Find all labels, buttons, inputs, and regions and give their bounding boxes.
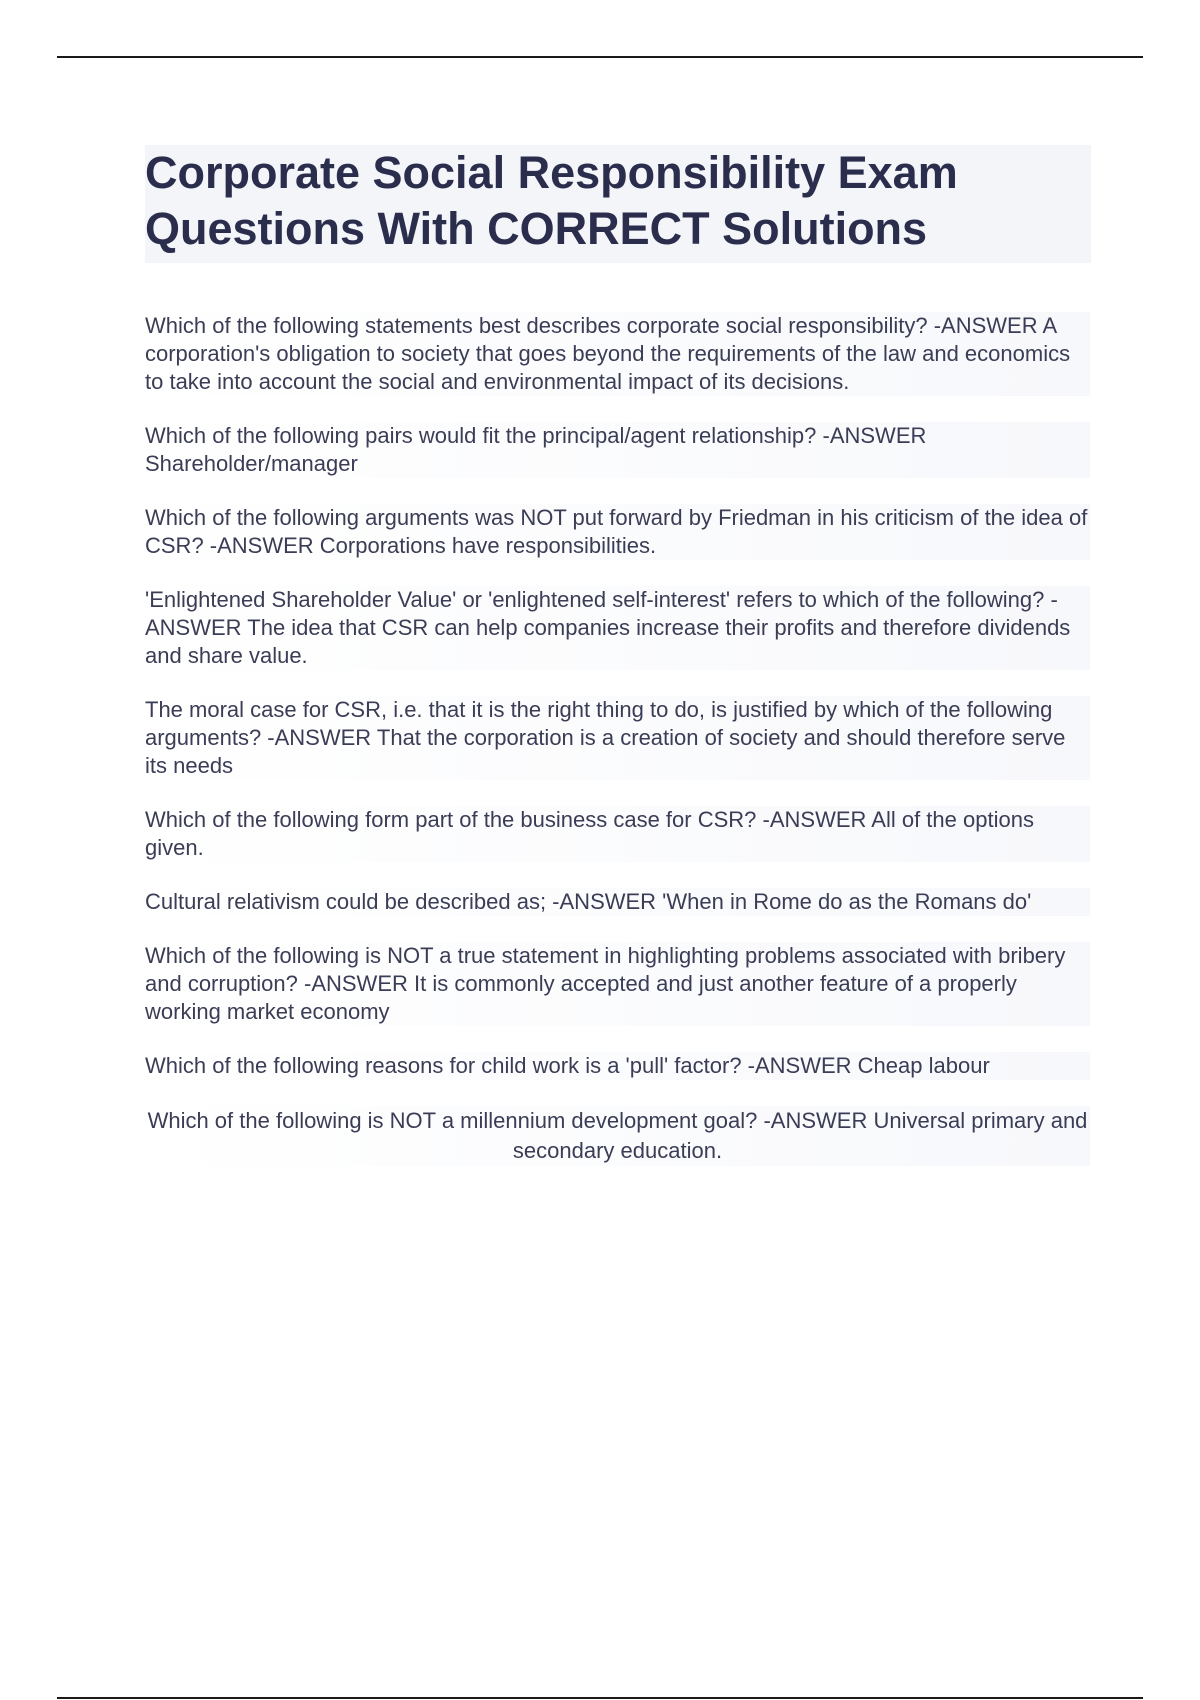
qa-item: Which of the following is NOT a true statement in highlighting problems associated with bribery and corruption? -ANSWER It is commonly accepted and just another feature of a properly working market economy (145, 942, 1090, 1026)
top-rule (57, 56, 1143, 58)
qa-item: Which of the following arguments was NOT put forward by Friedman in his criticism of the idea of CSR? -ANSWER Corporations have responsibilities. (145, 504, 1090, 560)
document-title: Corporate Social Responsibility Exam Questions With CORRECT Solutions (145, 147, 958, 254)
qa-list (145, 312, 1090, 1192)
qa-item: Which of the following reasons for child work is a 'pull' factor? -ANSWER Cheap labour (145, 1052, 1090, 1080)
qa-item: Which of the following pairs would fit the principal/agent relationship? -ANSWER Shareholder/manager (145, 422, 1090, 478)
qa-item: Which of the following form part of the business case for CSR? -ANSWER All of the options given. (145, 806, 1090, 862)
qa-item: The moral case for CSR, i.e. that it is the right thing to do, is justified by which of the following arguments? -ANSWER That the corporation is a creation of society and should therefore serve its needs (145, 696, 1090, 780)
title-block (145, 145, 1091, 263)
qa-item-centered: Which of the following is NOT a millennium development goal? -ANSWER Universal primary and secondary education. (145, 1106, 1090, 1166)
bottom-rule (57, 1697, 1143, 1699)
qa-item: 'Enlightened Shareholder Value' or 'enlightened self-interest' refers to which of the following? -ANSWER The idea that CSR can help companies increase their profits and therefore dividends and share value. (145, 586, 1090, 670)
qa-item: Cultural relativism could be described as; -ANSWER 'When in Rome do as the Romans do' (145, 888, 1090, 916)
qa-item: Which of the following statements best describes corporate social responsibility? -ANSWER A corporation's obligation to society that goes beyond the requirements of the law and economics to take into account the social and environmental impact of its decisions. (145, 312, 1090, 396)
